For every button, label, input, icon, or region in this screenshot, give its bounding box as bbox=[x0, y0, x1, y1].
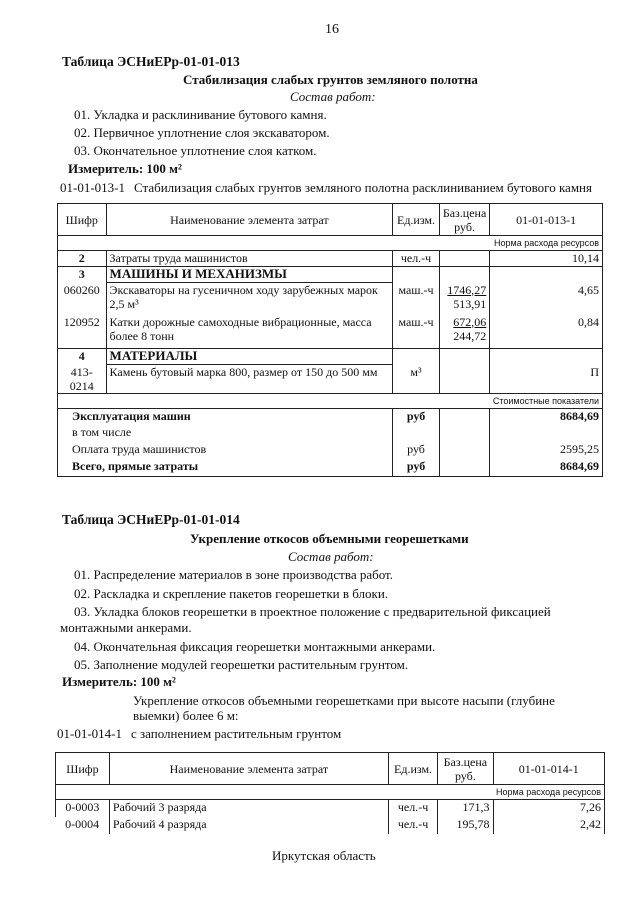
table2-w2-unit: чел.-ч bbox=[388, 817, 437, 834]
page-number: 16 bbox=[325, 22, 339, 37]
table2 bbox=[55, 752, 605, 834]
table2-col-price: Баз.цена руб. bbox=[438, 753, 493, 785]
table1-r2-unit: чел.-ч bbox=[393, 251, 440, 267]
table1-m1-price2: 513,91 bbox=[453, 296, 487, 311]
table1-mat-unit: м³ bbox=[393, 365, 440, 394]
table1-norm-label: Норма расхода ресурсов bbox=[490, 236, 603, 251]
table2-norm-label: Норма расхода ресурсов bbox=[493, 785, 605, 800]
table1-col-price: Баз.цена руб. bbox=[439, 204, 489, 236]
table1-work-2: 02. Первичное уплотнение слоя экскаватором. bbox=[74, 125, 330, 140]
table2-measure: Измеритель: 100 м² bbox=[62, 674, 176, 689]
table2-work-4: 04. Окончательная фиксация георешетки монтажными анкерами. bbox=[74, 639, 436, 654]
table1-m1-val: 4,65 bbox=[490, 283, 603, 315]
table1-s1-val: 8684,69 bbox=[490, 408, 603, 425]
table1-col-name: Наименование элемента затрат bbox=[106, 204, 393, 236]
table1-col-code: Шифр bbox=[58, 204, 107, 236]
table2-w1-name: Рабочий 3 разряда bbox=[109, 800, 388, 817]
table2-col-code: Шифр bbox=[56, 753, 110, 785]
table1-s1-unit: руб bbox=[393, 408, 440, 425]
table1-mat-val: П bbox=[490, 365, 603, 394]
table1-r2-name: Затраты труда машинистов bbox=[106, 251, 393, 267]
table1-heading: Стабилизация слабых грунтов земляного полотна bbox=[183, 72, 478, 87]
table2-w1-unit: чел.-ч bbox=[388, 800, 437, 817]
table1-m1-name1: Экскаваторы на гусеничном ходу зарубежных марок bbox=[109, 283, 378, 297]
table1-m2-name2: более 8 тонн bbox=[109, 328, 175, 343]
table1-m2-price2: 244,72 bbox=[453, 328, 487, 343]
table1-cost-label: Стоимостные показатели bbox=[490, 393, 603, 408]
table1-col-unit: Ед.изм. bbox=[393, 204, 440, 236]
table1-s3-val: 2595,25 bbox=[490, 442, 603, 459]
table1-m2-val: 0,84 bbox=[490, 315, 603, 349]
table2-item-desc: с заполнением растительным грунтом bbox=[131, 726, 342, 741]
table2-item-code: 01-01-014-1 bbox=[57, 726, 122, 741]
table1-m2-name1: Катки дорожные самоходные вибрационные, масса bbox=[109, 314, 372, 329]
table2-work-2: 02. Раскладка и скрепление пакетов георешетки в блоки. bbox=[74, 586, 389, 601]
table1-col-item: 01-01-013-1 bbox=[490, 204, 603, 236]
table1-s1-name: Эксплуатация машин bbox=[58, 408, 393, 425]
table2-heading: Укрепление откосов объемными георешетками bbox=[190, 531, 469, 546]
table1-m1-price1: 1746,27 bbox=[447, 282, 487, 297]
table2-w2-name: Рабочий 4 разряда bbox=[109, 817, 388, 834]
table1-m2-price1: 672,06 bbox=[453, 314, 487, 329]
table1-m1-name2: 2,5 м³ bbox=[109, 297, 139, 311]
table1-measure: Измеритель: 100 м² bbox=[68, 161, 182, 176]
table2-group-desc-1: Укрепление откосов объемными георешетками при высоте насыпи (глубине bbox=[133, 693, 555, 708]
table2-w2-val: 2,42 bbox=[493, 817, 605, 834]
table1-mat-name: Камень бутовый марка 800, размер от 150 до 500 мм bbox=[106, 365, 393, 394]
table1-s3-unit: руб bbox=[393, 442, 440, 459]
table2-title: Таблица ЭСНиЕРр-01-01-014 bbox=[62, 512, 240, 527]
table1-r3-name: МАШИНЫ И МЕХАНИЗМЫ bbox=[106, 267, 393, 283]
table2-w1-code: 0-0003 bbox=[56, 800, 110, 817]
footer-region: Иркутская область bbox=[272, 848, 376, 863]
table2-w1-price: 171,3 bbox=[438, 800, 493, 817]
table2-work-5: 05. Заполнение модулей георешетки растительным грунтом. bbox=[74, 657, 409, 672]
table2-work-1: 01. Распределение материалов в зоне производства работ. bbox=[74, 567, 394, 582]
table1-s3-name: Оплата труда машинистов bbox=[58, 442, 393, 459]
table1-r4-code: 4 bbox=[58, 349, 107, 365]
table1-r2-val: 10,14 bbox=[490, 251, 603, 267]
table1 bbox=[57, 203, 603, 477]
table1-m2-code: 120952 bbox=[58, 315, 107, 349]
table1-s4-unit: руб bbox=[393, 459, 440, 476]
table1-work-3: 03. Окончательное уплотнение слоя катком. bbox=[74, 143, 317, 158]
table1-s2-name: в том числе bbox=[58, 425, 393, 442]
table1-title: Таблица ЭСНиЕРр-01-01-013 bbox=[62, 54, 240, 69]
table1-m1-code: 060260 bbox=[58, 283, 107, 315]
table1-works-title: Состав работ: bbox=[290, 89, 376, 104]
table1-r4-name: МАТЕРИАЛЫ bbox=[106, 349, 393, 365]
table1-item-desc: Стабилизация слабых грунтов земляного полотна расклиниванием бутового камня bbox=[134, 180, 592, 195]
table2-col-unit: Ед.изм. bbox=[388, 753, 437, 785]
table2-works-title: Состав работ: bbox=[288, 549, 374, 564]
table2-work-3-cont: монтажными анкерами. bbox=[60, 620, 192, 635]
table1-s4-name: Всего, прямые затраты bbox=[58, 459, 393, 476]
table2-w1-val: 7,26 bbox=[493, 800, 605, 817]
table2-w2-code: 0-0004 bbox=[56, 817, 110, 834]
table1-s4-val: 8684,69 bbox=[490, 459, 603, 476]
table1-mat-code: 413-0214 bbox=[58, 365, 107, 394]
table2-work-3: 03. Укладка блоков георешетки в проектное положение с предварительной фиксацией bbox=[74, 604, 551, 619]
table1-r3-code: 3 bbox=[58, 267, 107, 283]
table2-col-name: Наименование элемента затрат bbox=[109, 753, 388, 785]
table1-work-1: 01. Укладка и расклинивание бутового камня. bbox=[74, 107, 327, 122]
table2-group-desc-2: выемки) более 6 м: bbox=[133, 708, 239, 723]
table1-r2-code: 2 bbox=[58, 251, 107, 267]
table1-m1-unit: маш.-ч bbox=[393, 283, 440, 315]
table1-m2-unit: маш.-ч bbox=[393, 315, 440, 349]
table2-w2-price: 195,78 bbox=[438, 817, 493, 834]
table1-item-code: 01-01-013-1 bbox=[60, 180, 125, 195]
table2-col-item: 01-01-014-1 bbox=[493, 753, 605, 785]
